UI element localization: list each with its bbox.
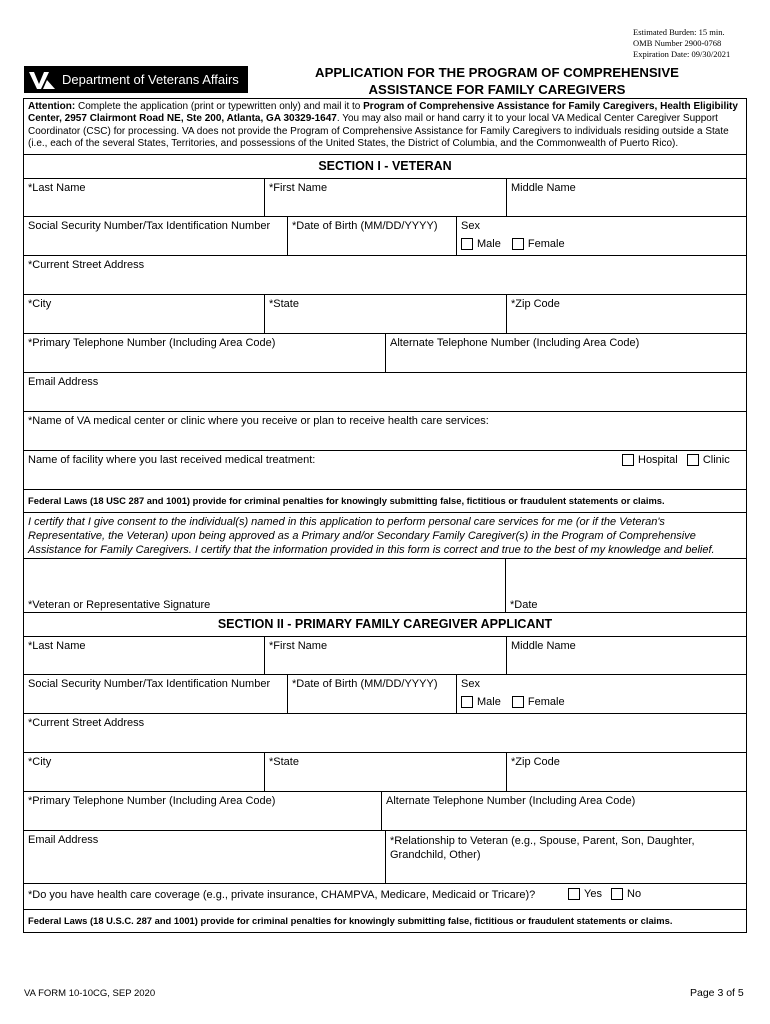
certification-statement: I certify that I give consent to the individual(s) named in this application to perform personal care services for me (or if the Veteran's Representative, the Veteran) upon being approved as a Primary and/or Secondary Family Caregiver(s) in the Program of Comprehensive Assistance for Family Caregivers. I certify that the information provided in this form is correct and true to the best of my knowledge and belief.	[24, 513, 746, 559]
veteran-last-name-field[interactable]	[24, 179, 265, 216]
veteran-zip-field[interactable]	[507, 295, 746, 333]
caregiver-name-row	[24, 637, 746, 675]
female-label: Female	[527, 238, 565, 250]
veteran-phone-row	[24, 334, 746, 373]
veteran-first-name-field[interactable]	[265, 179, 507, 216]
male-checkbox[interactable]	[461, 238, 473, 250]
section2-header: SECTION II - PRIMARY FAMILY CAREGIVER APPLICANT	[24, 613, 746, 637]
caregiver-dob-field[interactable]	[288, 675, 457, 713]
attention-text2: . You may also mail or hand carry it to your local VA Medical Center Caregiver Support Coordinator (CSC) for processing. VA does not provide the Program of Comprehensive Assistance for Family Caregivers to individuals residing outside a State (i.e., each of the several States, Territories, and possessions of the United States, the District of Columbia, and the Commonwealth of Puerto Rico).	[28, 113, 729, 150]
field-label: *Zip Code	[511, 756, 560, 768]
field-label: Middle Name	[511, 640, 576, 652]
field-label: *City	[28, 298, 52, 310]
female-checkbox[interactable]	[512, 238, 524, 250]
sex-options	[461, 238, 742, 250]
veteran-email-field[interactable]	[24, 373, 746, 411]
form-id: VA FORM 10-10CG, SEP 2020	[24, 988, 156, 999]
field-label: *Date of Birth (MM/DD/YYYY)	[292, 678, 438, 690]
caregiver-middle-name-field[interactable]	[507, 637, 746, 674]
section1-header: SECTION I - VETERAN	[24, 155, 746, 179]
sex-female-option[interactable]	[512, 696, 565, 708]
burden-info	[633, 27, 763, 60]
caregiver-ssn-field[interactable]	[24, 675, 288, 713]
field-label: *State	[269, 298, 299, 310]
caregiver-sex-field	[457, 675, 746, 713]
department-name: Department of Veterans Affairs	[62, 72, 239, 87]
form-title-line2: ASSISTANCE FOR FAMILY CAREGIVERS	[368, 82, 626, 97]
hospital-checkbox[interactable]	[622, 454, 634, 466]
field-label: *Last Name	[28, 640, 86, 652]
va-logo	[24, 66, 248, 93]
last-facility-field[interactable]	[24, 451, 746, 489]
veteran-sex-field	[457, 217, 746, 255]
caregiver-primary-phone-field[interactable]	[24, 792, 382, 830]
sex-male-option[interactable]	[461, 238, 501, 250]
sex-female-option[interactable]	[512, 238, 565, 250]
female-checkbox[interactable]	[512, 696, 524, 708]
yes-checkbox[interactable]	[568, 888, 580, 900]
field-label: *First Name	[269, 640, 328, 652]
no-label: No	[627, 888, 642, 900]
caregiver-street-row	[24, 714, 746, 753]
field-label: *Current Street Address	[28, 717, 145, 729]
field-label: Alternate Telephone Number (Including Area Code)	[386, 795, 636, 807]
veteran-street-row	[24, 256, 746, 295]
veteran-state-field[interactable]	[265, 295, 507, 333]
field-label: *Last Name	[28, 182, 86, 194]
caregiver-phone-row	[24, 792, 746, 831]
veteran-signature-field[interactable]	[24, 559, 506, 612]
female-label: Female	[527, 696, 565, 708]
application-form	[23, 98, 747, 933]
va-seal-icon	[24, 66, 60, 93]
sex-male-option[interactable]	[461, 696, 501, 708]
field-label: Alternate Telephone Number (Including Area Code)	[390, 337, 640, 349]
mailing-address: Program of Comprehensive Assistance for Family Caregivers, Health Eligibility Center, 2957 Clairmont Road NE, Ste 200, Atlanta, GA 30329-1647	[28, 101, 738, 125]
caregiver-ssn-row	[24, 675, 746, 714]
caregiver-zip-field[interactable]	[507, 753, 746, 791]
page-number: Page 3 of 5	[690, 987, 744, 999]
coverage-field	[24, 884, 746, 909]
field-label: *Date	[510, 599, 538, 611]
field-label: *Zip Code	[511, 298, 560, 310]
caregiver-email-row	[24, 831, 746, 884]
male-label: Male	[477, 696, 501, 708]
field-label: *Primary Telephone Number (Including Area Code)	[28, 337, 276, 349]
caregiver-alt-phone-field[interactable]	[382, 792, 746, 830]
coverage-no-option[interactable]	[611, 888, 641, 900]
hospital-label: Hospital	[638, 454, 678, 466]
caregiver-state-field[interactable]	[265, 753, 507, 791]
field-label: *State	[269, 756, 299, 768]
federal-laws-notice: Federal Laws (18 USC 287 and 1001) provide for criminal penalties for knowingly submitting false, fictitious or fraudulent statements or claims.	[24, 490, 746, 513]
caregiver-email-field[interactable]	[24, 831, 386, 883]
field-label: *Veteran or Representative Signature	[28, 599, 211, 611]
sex-options	[461, 696, 742, 708]
veteran-street-field[interactable]	[24, 256, 746, 294]
clinic-label: Clinic	[702, 454, 730, 466]
caregiver-city-field[interactable]	[24, 753, 265, 791]
caregiver-first-name-field[interactable]	[265, 637, 507, 674]
field-label: *Do you have health care coverage (e.g., private insurance, CHAMPVA, Medicare, Medicaid or Tricare)?	[28, 889, 536, 901]
form-title-line1: APPLICATION FOR THE PROGRAM OF COMPREHENSIVE	[315, 65, 679, 80]
field-label: Sex	[461, 220, 480, 232]
clinic-checkbox[interactable]	[687, 454, 699, 466]
field-label: Social Security Number/Tax Identification Number	[28, 678, 271, 690]
field-label: Name of facility where you last received medical treatment:	[28, 454, 316, 466]
veteran-email-row	[24, 373, 746, 412]
yes-label: Yes	[584, 888, 602, 900]
field-label: Email Address	[28, 376, 99, 388]
caregiver-relationship-field[interactable]	[386, 831, 746, 883]
va-center-row	[24, 412, 746, 451]
omb-line: OMB Number 2900-0768	[633, 38, 722, 48]
caregiver-street-field[interactable]	[24, 714, 746, 752]
facility-type-options	[622, 454, 730, 466]
veteran-city-field[interactable]	[24, 295, 265, 333]
veteran-primary-phone-field[interactable]	[24, 334, 386, 372]
field-label: *Current Street Address	[28, 259, 145, 271]
va-center-field[interactable]	[24, 412, 746, 450]
field-label: *Date of Birth (MM/DD/YYYY)	[292, 220, 438, 232]
veteran-name-row	[24, 179, 746, 217]
federal-laws-notice-2: Federal Laws (18 U.S.C. 287 and 1001) provide for criminal penalties for knowingly submitting false, fictitious or fraudulent statements or claims.	[28, 915, 673, 926]
field-label: Middle Name	[511, 182, 576, 194]
veteran-city-row	[24, 295, 746, 334]
veteran-dob-field[interactable]	[288, 217, 457, 255]
coverage-options	[568, 888, 641, 900]
coverage-yes-option[interactable]	[568, 888, 602, 900]
field-label: *Primary Telephone Number (Including Area Code)	[28, 795, 276, 807]
veteran-ssn-field[interactable]	[24, 217, 288, 255]
caregiver-last-name-field[interactable]	[24, 637, 265, 674]
attention-notice	[24, 99, 746, 155]
form-title	[262, 64, 732, 98]
attention-text1: Complete the application (print or typewritten only) and mail it to	[75, 101, 364, 112]
signature-row	[24, 559, 746, 613]
field-label: Sex	[461, 678, 480, 690]
coverage-row	[24, 884, 746, 910]
last-facility-row	[24, 451, 746, 490]
veteran-signature-date-field[interactable]	[506, 559, 746, 612]
male-label: Male	[477, 238, 501, 250]
expiration-line: Expiration Date: 09/30/2021	[633, 49, 731, 59]
caregiver-city-row	[24, 753, 746, 792]
veteran-ssn-row	[24, 217, 746, 256]
clinic-option[interactable]	[687, 454, 730, 466]
field-label: *First Name	[269, 182, 328, 194]
field-label: *City	[28, 756, 52, 768]
field-label: Social Security Number/Tax Identification Number	[28, 220, 271, 232]
hospital-option[interactable]	[622, 454, 678, 466]
veteran-alt-phone-field[interactable]	[386, 334, 746, 372]
no-checkbox[interactable]	[611, 888, 623, 900]
field-label: *Name of VA medical center or clinic where you receive or plan to receive health care services:	[28, 415, 489, 427]
field-label: Email Address	[28, 834, 99, 846]
male-checkbox[interactable]	[461, 696, 473, 708]
attention-label: Attention:	[28, 101, 76, 112]
burden-line: Estimated Burden: 15 min.	[633, 27, 725, 37]
veteran-middle-name-field[interactable]	[507, 179, 746, 216]
field-label: *Relationship to Veteran (e.g., Spouse, Parent, Son, Daughter, Grandchild, Other)	[390, 835, 695, 861]
